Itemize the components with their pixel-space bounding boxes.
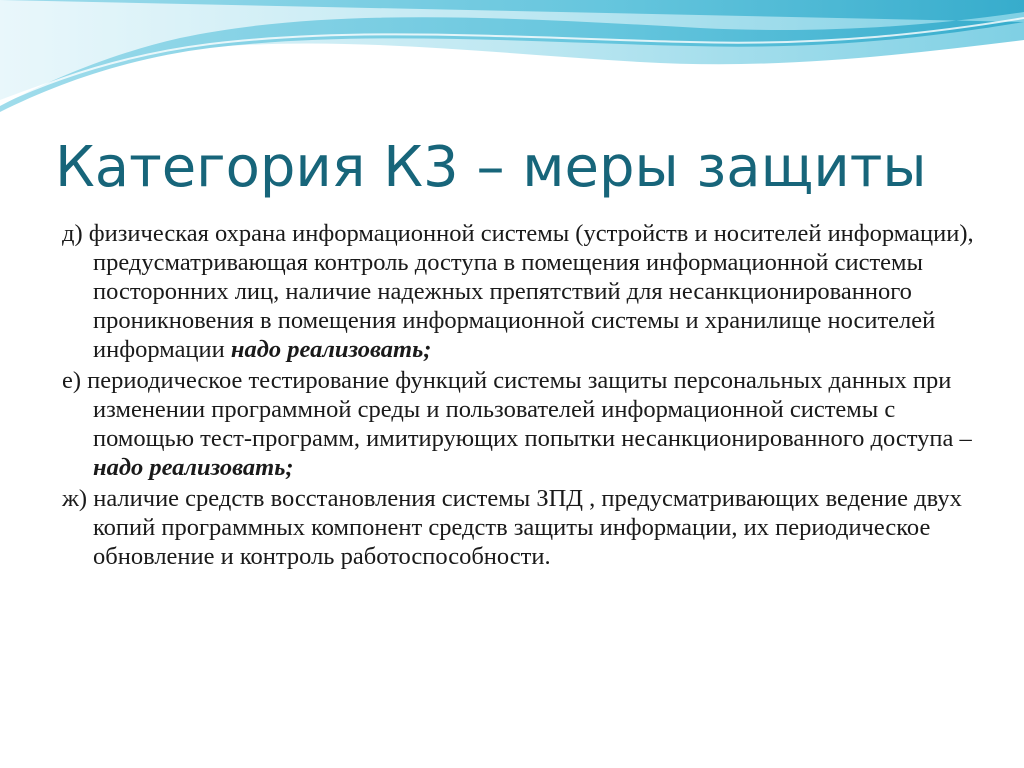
list-item-d-emphasis: надо реализовать; <box>230 336 432 363</box>
list-item-zh-text: ж) наличие средств восстановления системы ЗПД , предусматривающих ведение двух копий программных компонент средств защиты информации, их периодическое обновление и контроль работоспособности. <box>62 485 962 570</box>
wave-decoration <box>0 0 1024 120</box>
list-item-d <box>62 219 982 364</box>
list-item-d-text: д) физическая охрана информационной системы (устройств и носителей информации), предусматривающая контроль доступа в помещения информационной системы посторонних лиц, наличие надежных препятствий для несанкционированного проникновения в помещения информационной системы и хранилище носителей информации <box>62 220 974 363</box>
list-item-e <box>62 366 982 482</box>
slide-content <box>62 219 982 573</box>
list-item-e-text: е) периодическое тестирование функций системы защиты персональных данных при изменении программной среды и пользователей информационной системы с помощью тест-программ, имитирующих попытки несанкционированного доступа – <box>62 367 972 452</box>
slide-title: Категория К3 – меры защиты <box>55 135 927 200</box>
list-item-zh <box>62 484 982 571</box>
list-item-e-emphasis: надо реализовать; <box>93 454 294 481</box>
